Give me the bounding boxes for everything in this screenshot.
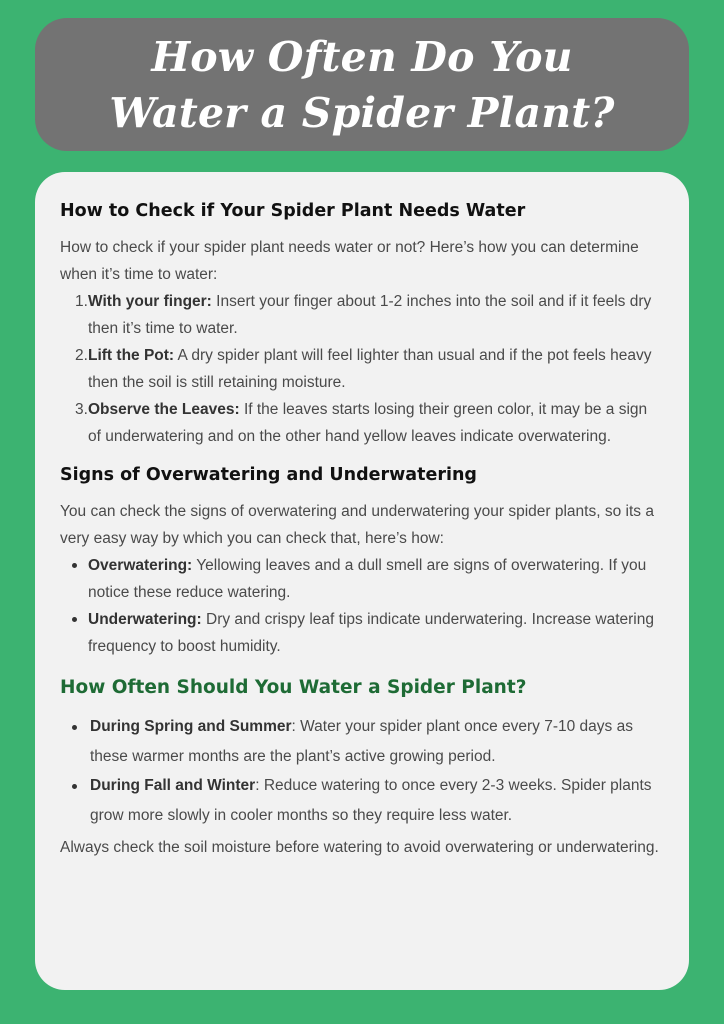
list-item-text: Yellowing leaves and a dull smell are signs of overwatering. If you notice these reduce watering. [88,557,647,601]
list-item [60,552,664,606]
list-item-term: With your finger: [88,293,212,310]
list-item [60,396,664,450]
list-item-term: During Spring and Summer [90,718,292,735]
page-title-line-1: How Often Do You [151,32,573,81]
list-item-text: : Reduce watering to once every 2-3 weeks. Spider plants grow more slowly in cooler months so they require less water. [90,777,652,824]
closing-paragraph: Always check the soil moisture before watering to avoid overwatering or underwatering. [60,839,659,856]
page-title-line-2: Water a Spider Plant? [109,88,615,137]
signs-list [60,552,664,660]
content-card [35,172,689,990]
how-often-list [60,712,664,830]
list-item-term: During Fall and Winter [90,777,256,794]
section-heading-check-water: How to Check if Your Spider Plant Needs Water [60,201,526,221]
list-item [60,606,664,660]
list-item-term: Observe the Leaves: [88,401,240,418]
title-banner [35,18,689,151]
list-item [60,342,664,396]
section-heading-how-often: How Often Should You Water a Spider Plant? [60,677,527,698]
list-item-term: Lift the Pot: [88,347,175,364]
list-item-text: : Water your spider plant once every 7-10 days as these warmer months are the plant’s active growing period. [90,718,633,765]
list-item-text: Insert your finger about 1-2 inches into the soil and if it feels dry then it’s time to water. [88,293,652,337]
list-item-term: Underwatering: [88,611,202,628]
check-water-list [60,288,664,450]
list-item-term: Overwatering: [88,557,193,574]
bullet-icon [72,784,77,789]
list-item [60,712,664,771]
bullet-icon [72,725,77,730]
bullet-icon [72,563,77,568]
bullet-icon [72,617,77,622]
section-intro-check-water: How to check if your spider plant needs water or not? Here’s how you can determine when it’s time to water: [60,239,639,283]
list-number: 1. [75,293,88,310]
list-item [60,288,664,342]
list-item-text: If the leaves starts losing their green color, it may be a sign of underwatering and on the other hand yellow leaves indicate overwatering. [88,401,648,445]
list-item-text: Dry and crispy leaf tips indicate underwatering. Increase watering frequency to boost humidity. [88,611,654,655]
list-number: 3. [75,401,88,418]
list-item [60,771,664,830]
section-heading-signs: Signs of Overwatering and Underwatering [60,465,477,485]
section-intro-signs: You can check the signs of overwatering and underwatering your spider plants, so its a very easy way by which you can check that, here’s how: [60,503,654,547]
list-number: 2. [75,347,88,364]
list-item-text: A dry spider plant will feel lighter than usual and if the pot feels heavy then the soil is still retaining moisture. [88,347,652,391]
